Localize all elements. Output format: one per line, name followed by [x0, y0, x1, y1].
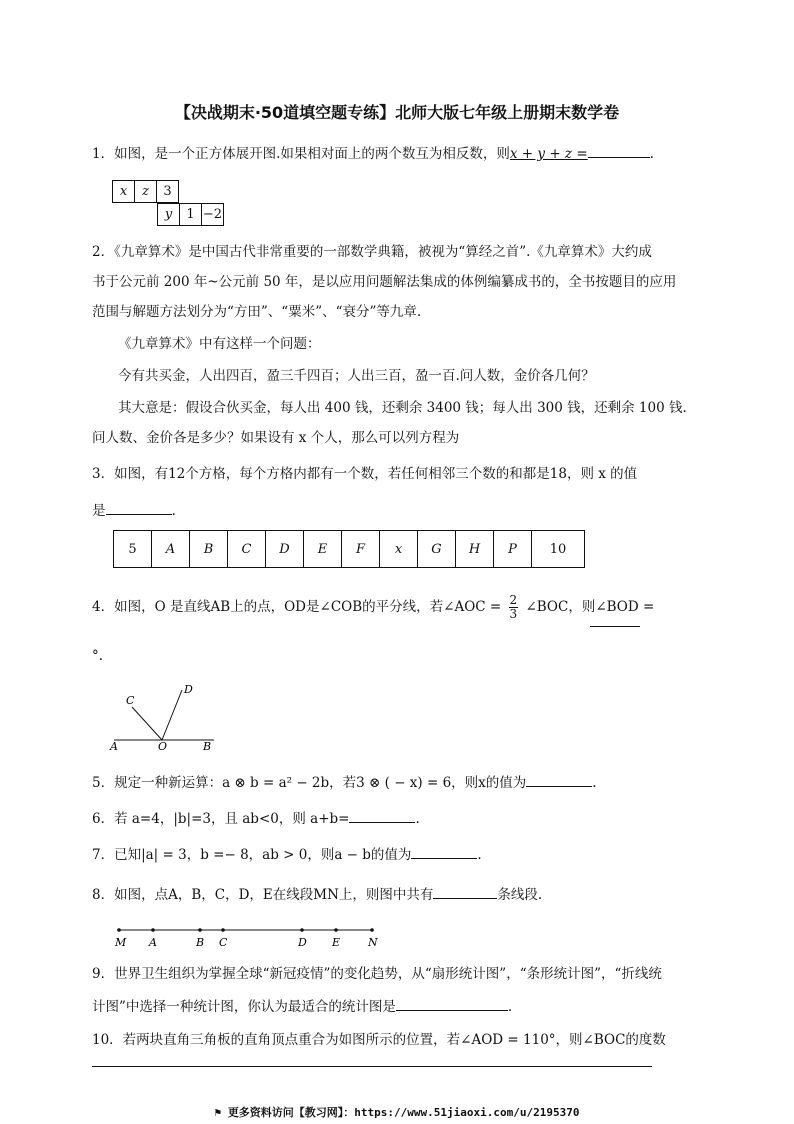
q2-line-1: 2．《九章算术》是中国古代非常重要的一部数学典籍，被视为“算经之首”.《九章算术》大约成	[92, 244, 652, 260]
footer-link[interactable]	[0, 1104, 794, 1120]
label-c: C	[126, 694, 135, 707]
q2-line-5: 今有共买金，人出四百，盈三千四百；人出三百，盈一百.问人数，金价各几何？	[118, 368, 595, 384]
q3-blank	[106, 500, 172, 515]
q9-text: 计图”中选择一种统计图，你认为最适合的统计图是	[92, 999, 396, 1015]
q5-end: .	[592, 775, 597, 791]
ray-od	[162, 690, 182, 740]
q2-line-4: 《九章算术》中有这样一个问题：	[118, 336, 321, 352]
q3-end: .	[171, 503, 176, 519]
segment-point-label: N	[368, 936, 378, 949]
question-1	[92, 143, 654, 164]
q3-grid-cell: P	[494, 531, 532, 568]
q8-text: 8．如图，点A，B，C，D，E在线段MN上，则图中共有	[92, 887, 434, 903]
q5-text: 5．规定一种新运算：a ⊗ b = a² − 2b，若3 ⊗ ( − x) = 6，则x的值为	[92, 775, 527, 791]
question-10: 10．若两块直角三角板的直角顶点重合为如图所示的位置，若∠AOD = 110°，则∠BOC的度数	[92, 1032, 666, 1048]
q3-line-2	[92, 500, 176, 521]
cube-cell: 1	[180, 204, 202, 226]
segment-point-label: A	[149, 936, 157, 949]
segment-point	[334, 928, 338, 932]
question-5	[92, 772, 597, 793]
cube-cell: y	[158, 204, 180, 226]
segment-point	[300, 928, 304, 932]
q4-post: ∠BOC，则∠BOD =	[525, 599, 655, 615]
segment-point	[117, 928, 121, 932]
segment-point-label: D	[298, 936, 307, 949]
ray-oc	[132, 707, 162, 740]
q9-end: .	[507, 999, 513, 1015]
cube-net-top-row	[112, 180, 179, 203]
q10-blank	[92, 1066, 652, 1067]
q4-angle-figure	[108, 680, 223, 752]
q3-grid-cell: A	[152, 531, 190, 568]
q2-line-3: 范围与解题方法划分为“方田”、“粟米”、“衰分”等九章.	[92, 304, 422, 320]
q2-line-2: 书于公元前 200 年~公元前 50 年，是以应用问题解法集成的体例编纂成书的，全书按题目的应用	[92, 274, 677, 290]
label-b: B	[203, 740, 212, 752]
segment-point-label: M	[115, 936, 127, 949]
flag-icon: ⚑	[214, 1106, 228, 1119]
question-8	[92, 884, 542, 905]
q4-pre: 4．如图，O 是直线AB上的点，OD是∠COB的平分线，若∠AOC =	[92, 599, 502, 615]
q1-text: 1．如图，是一个正方体展开图.如果相对面上的两个数互为相反数，则	[92, 146, 510, 162]
q7-end: .	[477, 847, 482, 863]
q6-blank	[349, 808, 415, 823]
q3-grid	[113, 530, 585, 568]
q8-end: 条线段.	[497, 887, 543, 903]
cube-cell: x	[113, 181, 135, 203]
q2-line-6: 其大意是：假设合伙买金，每人出 400 钱，还剩余 3400 钱；每人出 300 钱，还剩余 100 钱.	[118, 400, 687, 416]
q9-blank	[396, 996, 508, 1011]
q2-line-7: 问人数、金价各是多少？如果设有 x 个人，那么可以列方程为	[92, 430, 460, 446]
q3-grid-cell: x	[380, 531, 418, 568]
segment-point	[221, 928, 225, 932]
q6-end: .	[415, 811, 420, 827]
q3-grid-cell: G	[418, 531, 456, 568]
q5-blank	[526, 772, 592, 787]
q3-grid-cell: 5	[114, 531, 152, 568]
q3-line-1: 3．如图，有12个方格，每个方格内都有一个数，若任何相邻三个数的和都是18，则 x 的值	[92, 466, 638, 482]
q7-blank	[411, 844, 477, 859]
q9-line-1: 9．世界卫生组织为掌握全球“新冠疫情”的变化趋势，从“扇形统计图”，“条形统计图”，“折线统	[92, 966, 662, 982]
q7-text: 7．已知|a| = 3，b =− 8，ab > 0，则a − b的值为	[92, 847, 412, 863]
label-a: A	[110, 740, 118, 752]
segment-point-label: E	[332, 936, 341, 949]
label-d: D	[184, 683, 193, 696]
segment-point	[370, 928, 374, 932]
q1-blank	[588, 143, 650, 158]
segment-point-label: B	[196, 936, 205, 949]
cube-cell: 3	[157, 181, 179, 203]
q8-segment-figure	[110, 922, 380, 950]
q4-frac-num: 2	[509, 593, 518, 607]
q1-expr: x + y + z =	[509, 146, 588, 162]
segment-point-label: C	[219, 936, 228, 949]
cube-cell: −2	[202, 204, 224, 226]
q8-blank	[433, 884, 497, 899]
q6-text: 6．若 a=4，|b|=3，且 ab<0，则 a+b=	[92, 811, 350, 827]
q4-frac-den: 3	[509, 607, 518, 621]
question-7	[92, 844, 482, 865]
q9-line-2	[92, 996, 512, 1017]
q4-blank	[590, 626, 640, 627]
page-title: 【决战期末·50道填空题专练】北师大版七年级上册期末数学卷	[174, 103, 620, 122]
q3-grid-cell: D	[266, 531, 304, 568]
q3-grid-cell: B	[190, 531, 228, 568]
q3-grid-cell: C	[228, 531, 266, 568]
q3-grid-cell: F	[342, 531, 380, 568]
q3-lead: 是	[92, 503, 106, 519]
question-6	[92, 808, 420, 829]
cube-cell: z	[135, 181, 157, 203]
segment-point	[151, 928, 155, 932]
q3-grid-cell: 10	[532, 531, 585, 568]
cube-net-bottom-row	[157, 203, 224, 226]
q3-grid-cell: E	[304, 531, 342, 568]
footer-text: 更多资料访问【教习网】：https://www.51jiaoxi.com/u/2195370	[227, 1106, 580, 1119]
q1-end: .	[649, 146, 654, 162]
q4-fraction	[509, 594, 519, 621]
question-4	[92, 594, 654, 621]
label-o: O	[158, 740, 168, 752]
q3-grid-cell: H	[456, 531, 494, 568]
q4-degree: °.	[92, 648, 104, 664]
segment-point	[198, 928, 202, 932]
